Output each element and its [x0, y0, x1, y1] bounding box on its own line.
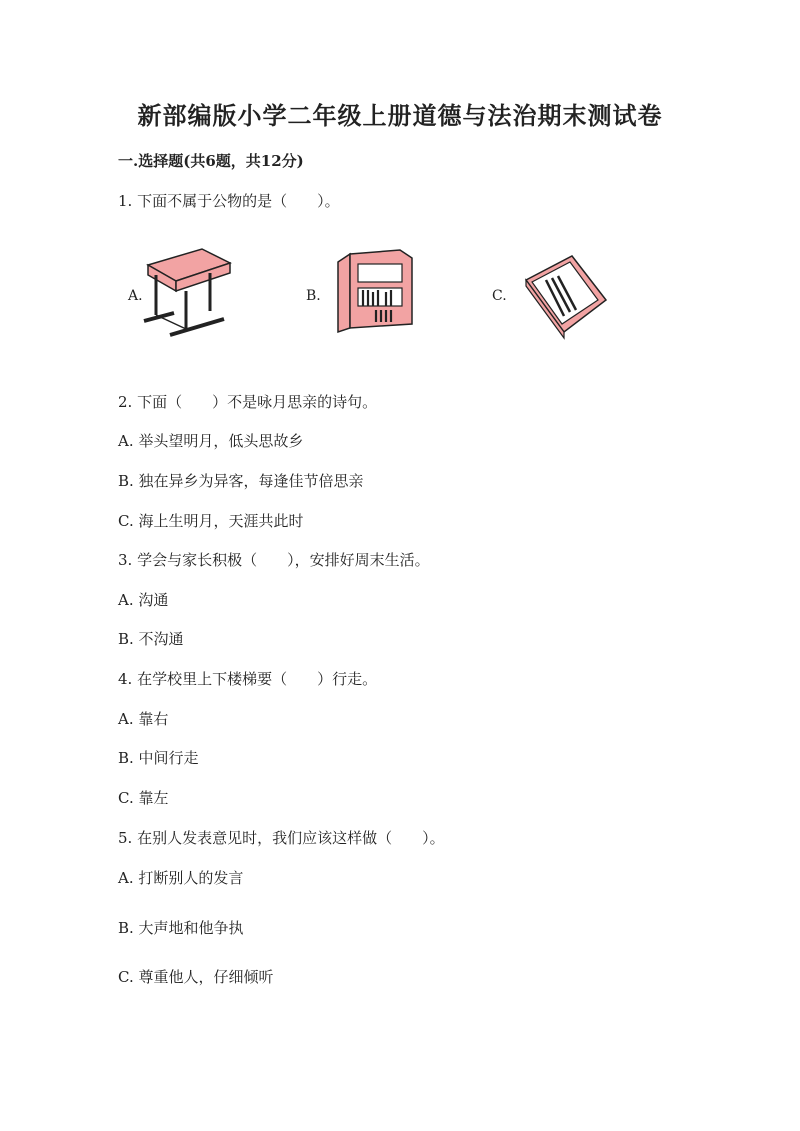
q2-option-b[interactable]: B. 独在异乡为异客，每逢佳节倍思亲: [118, 472, 364, 490]
q3-option-a[interactable]: A. 沟通: [118, 591, 169, 609]
section-heading: 一.选择题(共6题，共12分): [118, 152, 304, 170]
q2-stem: 2. 下面（ ）不是咏月思亲的诗句。: [118, 393, 378, 411]
q2-option-a[interactable]: A. 举头望明月，低头思故乡: [118, 432, 304, 450]
q5-stem: 5. 在别人发表意见时，我们应该这样做（ ）。: [118, 829, 445, 847]
q4-stem: 4. 在学校里上下楼梯要（ ）行走。: [118, 670, 378, 688]
q4-option-b[interactable]: B. 中间行走: [118, 749, 199, 767]
q3-stem: 3. 学会与家长积极（ ），安排好周末生活。: [118, 551, 430, 569]
q2-option-c[interactable]: C. 海上生明月，天涯共此时: [118, 512, 304, 530]
exam-title: 新部编版小学二年级上册道德与法治期末测试卷: [137, 101, 663, 130]
q4-option-c[interactable]: C. 靠左: [118, 789, 169, 807]
q3-option-b[interactable]: B. 不沟通: [118, 630, 184, 648]
q1-option-a-label[interactable]: A.: [128, 288, 143, 304]
q1-option-c-label[interactable]: C.: [492, 288, 507, 304]
q5-option-b[interactable]: B. 大声地和他争执: [118, 919, 244, 937]
bookshelf-icon[interactable]: [330, 248, 422, 334]
pencil-case-icon[interactable]: [520, 250, 612, 342]
school-desk-icon[interactable]: [140, 243, 235, 341]
q1-stem: 1. 下面不属于公物的是（ ）。: [118, 192, 340, 210]
q5-option-a[interactable]: A. 打断别人的发言: [118, 869, 244, 887]
q5-option-c[interactable]: C. 尊重他人，仔细倾听: [118, 968, 274, 986]
q4-option-a[interactable]: A. 靠右: [118, 710, 169, 728]
q1-option-b-label[interactable]: B.: [306, 288, 321, 304]
